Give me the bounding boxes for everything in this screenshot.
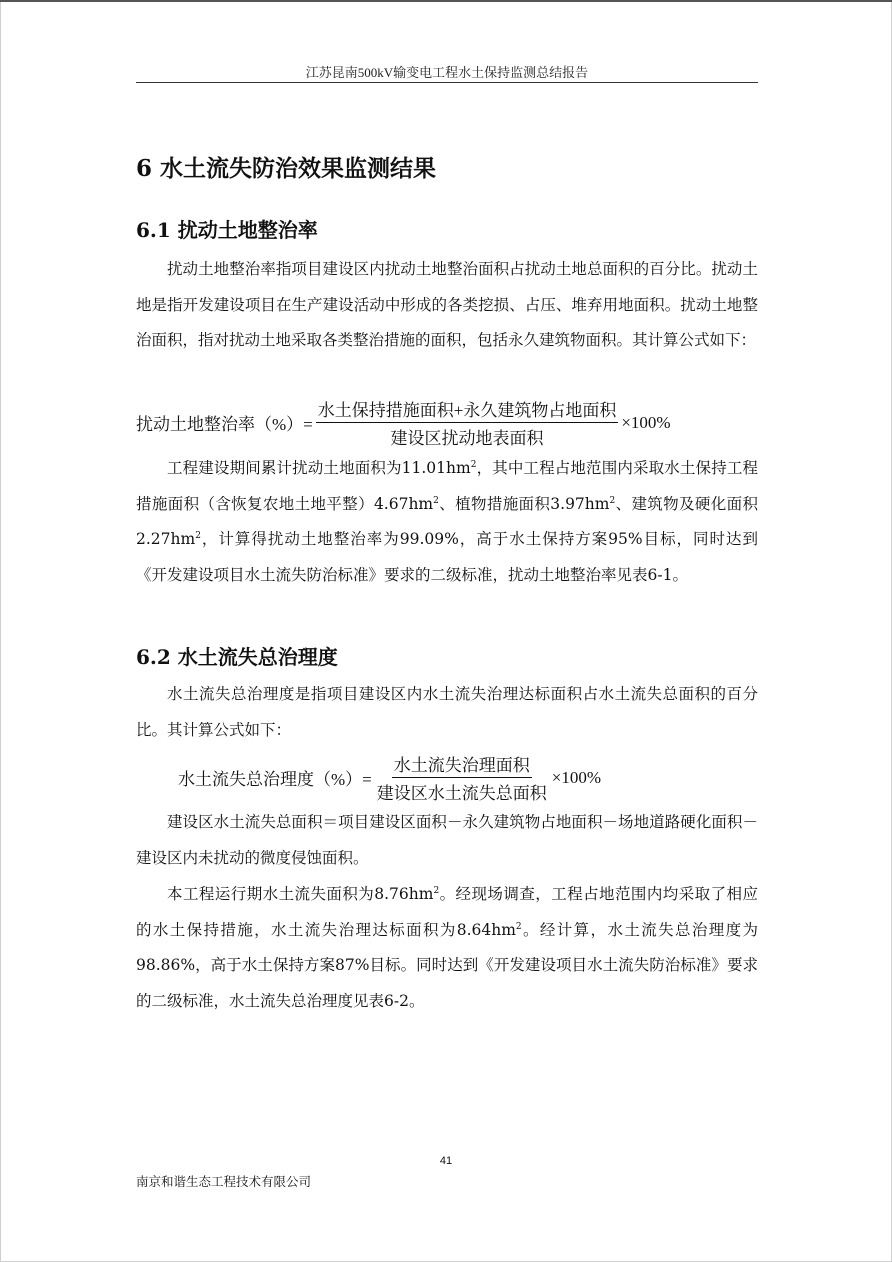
formula-fraction	[375, 751, 549, 804]
formula-numerator: 水土保持措施面积+永久建筑物占地面积	[316, 396, 619, 423]
formula-lhs: 扰动土地整治率（%）=	[136, 415, 313, 434]
formula-numerator: 水土流失治理面积	[392, 751, 532, 778]
formula-multiplier: ×100%	[551, 767, 601, 787]
superscript: 2	[433, 495, 439, 506]
section-6-2-paragraph-1: 水土流失总治理度是指项目建设区内水土流失治理达标面积占水土流失总面积的百分比。其计算公式如下：	[136, 685, 758, 739]
text-run: 。经现场调查，工程占地范围内均采取了相应的水土保持措施，水土流失治理达标面积为8.64hm	[136, 885, 758, 939]
superscript: 2	[433, 885, 440, 896]
running-header: 江苏昆南500kV输变电工程水土保持监测总结报告	[305, 65, 589, 80]
formula-disturbed-land-rate	[136, 396, 671, 449]
section-6-2-title: 6.2 水土流失总治理度	[136, 645, 338, 669]
text-run: 、植物措施面积3.97hm	[438, 494, 610, 513]
formula-fraction	[316, 396, 619, 449]
header-rule	[136, 82, 758, 83]
superscript: 2	[470, 459, 477, 470]
text-run: ，计算得扰动土地整治率为99.09%，高于水土保持方案95%目标，同时达到《开发建设项目水土流失防治标准》要求的二级标准，扰动土地整治率见表6-1。	[136, 530, 758, 584]
text-run: 。经计算，水土流失总治理度为98.86%，高于水土保持方案87%目标。同时达到《开发建设项目水土流失防治标准》要求的二级标准，水土流失总治理度见表6-2。	[136, 920, 758, 1010]
formula-denominator: 建设区水土流失总面积	[376, 784, 547, 803]
formula-total-control-degree	[178, 751, 601, 804]
page-number: 41	[439, 1155, 453, 1167]
text-run: 、建筑物及硬化面积2.27hm	[136, 494, 758, 548]
footer-company: 南京和谐生态工程技术有限公司	[136, 1174, 312, 1189]
superscript: 2	[609, 495, 616, 506]
formula-lhs: 水土流失总治理度（%）=	[178, 770, 372, 789]
section-6-1-title: 6.1 扰动土地整治率	[136, 218, 318, 242]
section-6-2-paragraph-3	[136, 877, 758, 1019]
chapter-title: 6 水土流失防治效果监测结果	[136, 155, 437, 182]
text-run: 工程建设期间累计扰动土地面积为11.01hm	[167, 459, 471, 477]
superscript: 2	[195, 530, 201, 541]
formula-denominator: 建设区扰动地表面积	[390, 429, 544, 448]
text-run: 本工程运行期水土流失面积为8.76hm	[167, 885, 434, 903]
section-6-1-paragraph-2	[136, 451, 758, 593]
text-run: ，其中工程占地范围内采取水土保持工程措施面积（含恢复农地土地平整）4.67hm	[136, 459, 758, 513]
section-6-2-paragraph-2: 建设区水土流失总面积＝项目建设区面积－永久建筑物占地面积－场地道路硬化面积－建设区内未扰动的微度侵蚀面积。	[136, 813, 758, 867]
section-6-1-paragraph-1: 扰动土地整治率指项目建设区内扰动土地整治面积占扰动土地总面积的百分比。扰动土地是指开发建设项目在生产建设活动中形成的各类挖损、占压、堆弃用地面积。扰动土地整治面积，指对扰动土地采取各类整治措施的面积，包括永久建筑物面积。其计算公式如下：	[136, 260, 758, 349]
top-edge-line	[0, 0, 892, 2]
superscript: 2	[515, 921, 522, 932]
formula-multiplier: ×100%	[621, 412, 671, 432]
